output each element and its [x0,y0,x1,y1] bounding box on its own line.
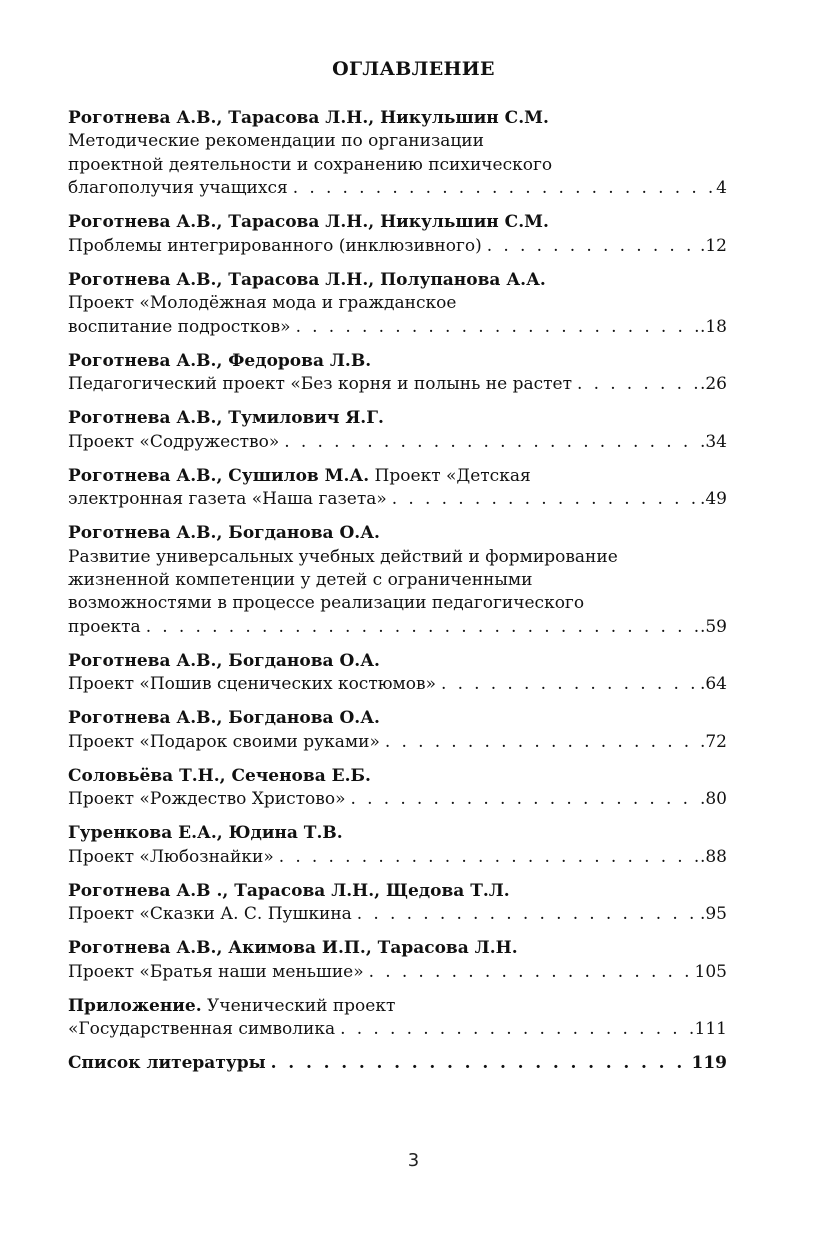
entry-page-number: .34 [699,431,727,452]
entry-last-line [68,961,727,984]
entry-title-end: Проект «Содружество» [68,431,280,452]
entry-last-line [68,488,727,511]
toc-entry[interactable] [68,407,727,454]
toc-entry[interactable] [68,650,727,697]
entry-page-number: .18 [699,316,727,337]
entry-title-end: Проект «Пошив сценических костюмов» [68,674,436,695]
toc-entry[interactable] [68,269,727,339]
table-of-contents [68,107,727,1076]
entry-last-line [68,1018,727,1041]
entry-page-number: .80 [699,789,727,810]
dot-leader [266,1052,690,1075]
entry-last-line [68,616,727,639]
entry-title-line: жизненной компетенции у детей с ограниченными [68,570,533,591]
dot-leader [380,731,698,754]
entry-title-end: Проект «Любознайки» [68,846,274,867]
dot-leader [364,961,693,984]
entry-last-line [68,846,727,869]
entry-page-number: 105 [694,961,727,982]
page-title: ОГЛАВЛЕНИЕ [332,58,495,80]
dot-leader [335,1018,692,1041]
toc-entry[interactable] [68,107,727,201]
entry-title-line: проектной деятельности и сохранению психического [68,154,553,175]
entry-authors: Роготнева А.В., Богданова О.А. [68,523,380,544]
entry-title-start: Проект «Детская [369,465,531,486]
toc-entry[interactable] [68,211,727,258]
entry-title-end: «Государственная символика [68,1019,336,1040]
entry-page-number: .95 [699,904,727,925]
entry-authors: Роготнева А.В., Акимова И.П., Тарасова Л.Н. [68,938,518,959]
toc-entry[interactable] [68,880,727,927]
references-label: Список литературы [68,1053,266,1074]
entry-authors-line [68,465,727,488]
entry-authors: Роготнева А.В., Тарасова Л.Н., Никульшин С.М. [68,108,549,128]
entry-page-number: .64 [699,674,727,695]
entry-authors-line [68,995,727,1018]
toc-entry[interactable] [68,350,727,397]
toc-entry-references[interactable] [68,1052,727,1075]
appendix-label: Приложение. [68,995,202,1016]
entry-page-number: 111 [694,1019,727,1040]
entry-title-end: воспитание подростков» [68,316,291,337]
entry-page-number: .59 [699,616,727,637]
entry-title-end: Проект «Сказки А. С. Пушкина [68,904,352,925]
entry-title-end: проекта [68,616,141,637]
dot-leader [279,431,698,454]
entry-page-number: 4 [716,178,727,199]
entry-last-line [68,673,727,696]
dot-leader [291,316,698,339]
entry-last-line [68,235,727,258]
dot-leader [436,673,698,696]
entry-last-line [68,373,727,396]
entry-authors: Роготнева А.В., Богданова О.А. [68,708,380,729]
entry-title-line: возможностями в процессе реализации педагогического [68,593,585,614]
entry-title-end: благополучия учащихся [68,178,288,199]
page-number: 3 [407,1150,420,1171]
dot-leader [274,846,698,869]
entry-authors: Роготнева А.В., Тумилович Я.Г. [68,408,384,429]
entry-title-end: электронная газета «Наша газета» [68,489,387,510]
entry-page-number: .49 [699,489,727,510]
dot-leader [572,373,698,396]
entry-title-line: Развитие универсальных учебных действий и формирование [68,546,618,567]
entry-title-end: Проблемы интегрированного (инклюзивного) [68,235,482,256]
toc-entry[interactable] [68,707,727,754]
toc-entry[interactable] [68,765,727,812]
entry-title-end: Педагогический проект «Без корня и полынь не растет [68,374,572,395]
entry-authors: Роготнева А.В., Богданова О.А. [68,650,380,671]
entry-last-line [68,788,727,811]
entry-page-number: .26 [699,374,727,395]
entry-page-number: .72 [699,731,727,752]
entry-title-start: Ученический проект [201,995,396,1016]
entry-last-line [68,431,727,454]
entry-authors: Роготнева А.В., Федорова Л.В. [68,350,372,371]
entry-authors: Роготнева А.В ., Тарасова Л.Н., Щедова Т.Л. [68,880,510,901]
dot-leader [141,616,698,639]
entry-title-end: Проект «Подарок своими руками» [68,731,380,752]
references-page-number: 119 [691,1053,727,1074]
entry-title-end: Проект «Братья наши меньшие» [68,961,364,982]
toc-entry[interactable] [68,937,727,984]
entry-authors: Гуренкова Е.А., Юдина Т.В. [68,823,343,844]
entry-authors: Роготнева А.В., Тарасова Л.Н., Никульшин С.М. [68,212,549,233]
toc-entry[interactable] [68,522,727,639]
entry-page-number: .88 [699,846,727,867]
entry-title-end: Проект «Рождество Христово» [68,789,346,810]
toc-entry-appendix[interactable] [68,995,727,1042]
entry-last-line [68,316,727,339]
entry-authors: Роготнева А.В., Сушилов М.А. [68,465,370,486]
entry-last-line [68,903,727,926]
dot-leader [482,235,698,258]
entry-authors: Роготнева А.В., Тарасова Л.Н., Полупанова А.А. [68,269,546,290]
entry-last-line [68,177,727,200]
entry-last-line [68,731,727,754]
dot-leader [288,177,714,200]
dot-leader [346,788,698,811]
entry-title-line: Методические рекомендации по организации [68,131,484,152]
toc-entry[interactable] [68,465,727,512]
references-line [68,1052,727,1075]
entry-title-line: Проект «Молодёжная мода и гражданское [68,293,457,314]
entry-authors: Соловьёва Т.Н., Сеченова Е.Б. [68,765,371,786]
entry-page-number: .12 [699,235,727,256]
toc-entry[interactable] [68,822,727,869]
dot-leader [387,488,698,511]
dot-leader [352,903,698,926]
